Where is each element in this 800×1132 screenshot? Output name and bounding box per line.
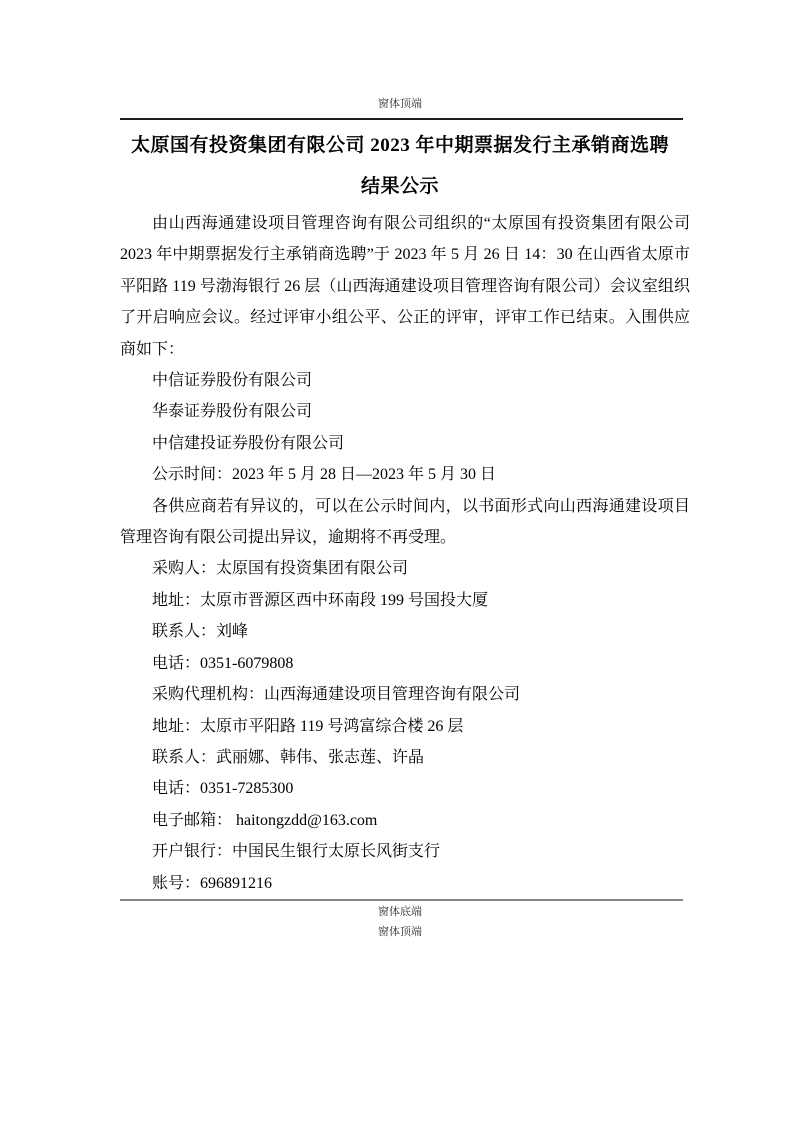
purchaser-line: 采购人：太原国有投资集团有限公司 [152,560,409,578]
form-top-label: 窗体顶端 [378,98,422,110]
purchaser-contact-line: 联系人：刘峰 [152,623,249,641]
supplier-item-2: 华泰证券股份有限公司 [152,403,313,421]
purchaser-address-line: 地址：太原市晋源区西中环南段 199 号国投大厦 [152,591,489,609]
top-rule [120,118,683,120]
bank-line: 开户银行：中国民生银行太原长风街支行 [152,843,441,861]
purchaser-phone-line: 电话：0351-6079808 [152,654,294,672]
objection-note-paragraph: 各供应商若有异议的，可以在公示时间内，以书面形式向山西海通建设项目管理咨询有限公司提出异议，逾期将不再受理。 [120,497,690,547]
publicity-period-line: 公示时间：2023 年 5 月 28 日—2023 年 5 月 30 日 [152,466,497,484]
paragraph-intro: 由山西海通建设项目管理咨询有限公司组织的“太原国有投资集团有限公司 2023 年中期票据发行主承销商选聘”于 2023 年 5 月 26 日 14：30 在山西省太原市平阳路 119 号渤海银行 26 层（山西海通建设项目管理咨询有限公司）会议室组织了开启响应会议。经过评审小组公平、公正的评审，评审工作已结束。入围供应商如下： [120,215,690,358]
agency-line: 采购代理机构：山西海通建设项目管理咨询有限公司 [152,686,521,704]
form-top-label-2: 窗体顶端 [378,925,422,938]
document-title [0,125,800,207]
document-body [120,208,690,899]
agency-phone-line: 电话：0351-7285300 [152,780,294,798]
agency-address-line: 地址：太原市平阳路 119 号鸿富综合楼 26 层 [152,717,464,735]
agency-email-line: 电子邮箱： haitongzdd@163.com [152,811,378,829]
agency-contacts-line: 联系人：武丽娜、韩伟、张志莲、许晶 [152,748,425,766]
bottom-rule [120,899,683,901]
form-bottom-label: 窗体底端 [378,905,422,918]
supplier-item-1: 中信证券股份有限公司 [152,372,313,390]
title-line-1: 太原国有投资集团有限公司 2023 年中期票据发行主承销商选聘 [130,135,669,156]
account-line: 账号：696891216 [152,874,273,892]
supplier-item-3: 中信建投证券股份有限公司 [152,434,345,452]
title-line-2: 结果公示 [360,176,439,197]
